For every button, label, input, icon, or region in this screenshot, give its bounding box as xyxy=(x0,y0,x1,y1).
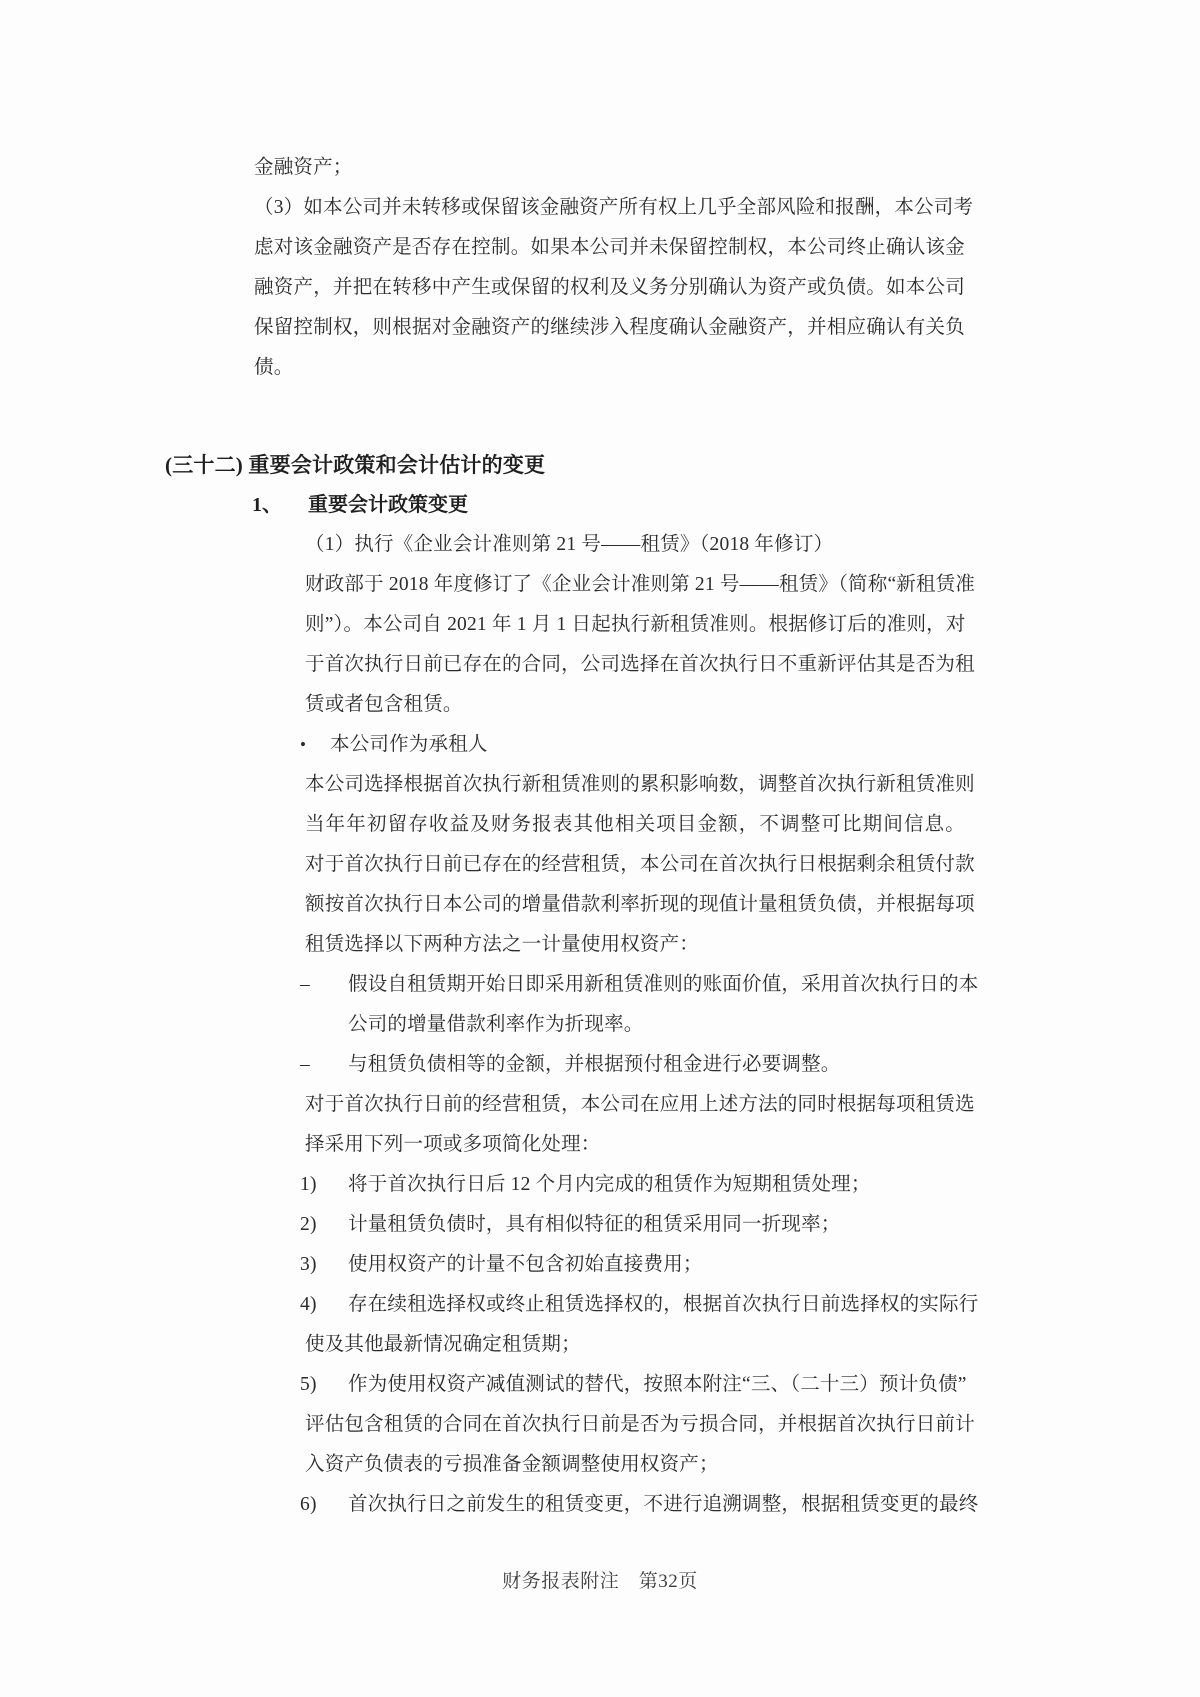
page-footer: 财务报表附注 第32页 xyxy=(502,1571,698,1592)
dash-item xyxy=(300,1045,965,1085)
section-heading: (三十二) 重要会计政策和会计估计的变更 xyxy=(165,453,546,477)
text-line: （3）如本公司并未转移或保留该金融资产所有权上几乎全部风险和报酬，本公司考 xyxy=(254,197,974,218)
text-line: 评估包含租赁的合同在首次执行日前是否为亏损合同，并根据首次执行日前计 xyxy=(305,1414,975,1435)
list-marker: 1) xyxy=(300,1174,317,1195)
numbered-item-text: 计量租赁负债时，具有相似特征的租赁采用同一折现率； xyxy=(348,1214,841,1235)
numbered-item-text: 使用权资产的计量不包含初始直接费用； xyxy=(348,1254,703,1275)
sub-heading xyxy=(252,485,1200,525)
text-line: 财政部于 2018 年度修订了《企业会计准则第 21 号——租赁》（简称“新租赁准 xyxy=(305,574,976,595)
numbered-item xyxy=(300,1285,979,1325)
text-line: 对于首次执行日前已存在的经营租赁，本公司在首次执行日根据剩余租赁付款 xyxy=(305,854,975,875)
bullet-item-text: 本公司作为承租人 xyxy=(330,734,488,755)
text-line: 公司的增量借款利率作为折现率。 xyxy=(348,1014,644,1035)
text-line: 保留控制权，则根据对金融资产的继续涉入程度确认金融资产，并相应确认有关负 xyxy=(254,317,965,338)
text-line: 对于首次执行日前的经营租赁，本公司在应用上述方法的同时根据每项租赁选 xyxy=(305,1094,975,1115)
numbered-item xyxy=(300,1205,965,1245)
text-line: 额按首次执行日本公司的增量借款利率折现的现值计量租赁负债，并根据每项 xyxy=(305,894,975,915)
dash-icon: – xyxy=(300,974,310,995)
numbered-item-text: 作为使用权资产减值测试的替代，按照本附注“三、（二十三）预计负债” xyxy=(348,1374,967,1395)
numbered-item xyxy=(300,1245,965,1285)
numbered-item xyxy=(300,1165,965,1205)
dash-item-text: 与租赁负债相等的金额，并根据预付租金进行必要调整。 xyxy=(348,1054,841,1075)
dash-item xyxy=(300,965,979,1005)
text-line: 择采用下列一项或多项简化处理： xyxy=(305,1134,601,1155)
list-marker: 6) xyxy=(300,1494,317,1515)
numbered-item-text: 将于首次执行日后 12 个月内完成的租赁作为短期租赁处理； xyxy=(348,1174,871,1195)
sub-heading-number: 1、 xyxy=(252,494,282,516)
numbered-item xyxy=(300,1365,965,1405)
text-line: 金融资产； xyxy=(254,157,353,178)
text-line: 于首次执行日前已存在的合同，公司选择在首次执行日不重新评估其是否为租 xyxy=(305,654,975,675)
dash-item-text: 假设自租赁期开始日即采用新租赁准则的账面价值，采用首次执行日的本 xyxy=(348,974,979,995)
list-marker: 4) xyxy=(300,1294,317,1315)
text-line: 债。 xyxy=(254,357,294,378)
text-line: 虑对该金融资产是否存在控制。如果本公司并未保留控制权，本公司终止确认该金 xyxy=(254,237,965,258)
bullet-item xyxy=(300,725,965,765)
text-line: 融资产，并把在转移中产生或保留的权利及义务分别确认为资产或负债。如本公司 xyxy=(254,277,965,298)
list-marker: 5) xyxy=(300,1374,317,1395)
numbered-item xyxy=(300,1485,979,1525)
numbered-item-text: 首次执行日之前发生的租赁变更，不进行追溯调整，根据租赁变更的最终 xyxy=(348,1494,979,1515)
numbered-item-text: 存在续租选择权或终止租赁选择权的，根据首次执行日前选择权的实际行 xyxy=(348,1294,979,1315)
text-line: 使及其他最新情况确定租赁期； xyxy=(305,1334,581,1355)
text-line: 当年年初留存收益及财务报表其他相关项目金额，不调整可比期间信息。 xyxy=(305,814,965,835)
text-line: （1）执行《企业会计准则第 21 号——租赁》（2018 年修订） xyxy=(305,534,834,555)
sub-heading-title: 重要会计政策变更 xyxy=(308,494,468,516)
text-line: 入资产负债表的亏损准备金额调整使用权资产； xyxy=(305,1454,719,1475)
dash-icon: – xyxy=(300,1054,310,1075)
text-line: 租赁选择以下两种方法之一计量使用权资产： xyxy=(305,934,700,955)
list-marker: 3) xyxy=(300,1254,317,1275)
list-marker: 2) xyxy=(300,1214,317,1235)
text-line: 本公司选择根据首次执行新租赁准则的累积影响数，调整首次执行新租赁准则 xyxy=(305,774,975,795)
bullet-icon: • xyxy=(300,735,307,754)
text-line: 则”）。本公司自 2021 年 1 月 1 日起执行新租赁准则。根据修订后的准则，对 xyxy=(305,614,966,635)
text-line: 赁或者包含租赁。 xyxy=(305,694,463,715)
